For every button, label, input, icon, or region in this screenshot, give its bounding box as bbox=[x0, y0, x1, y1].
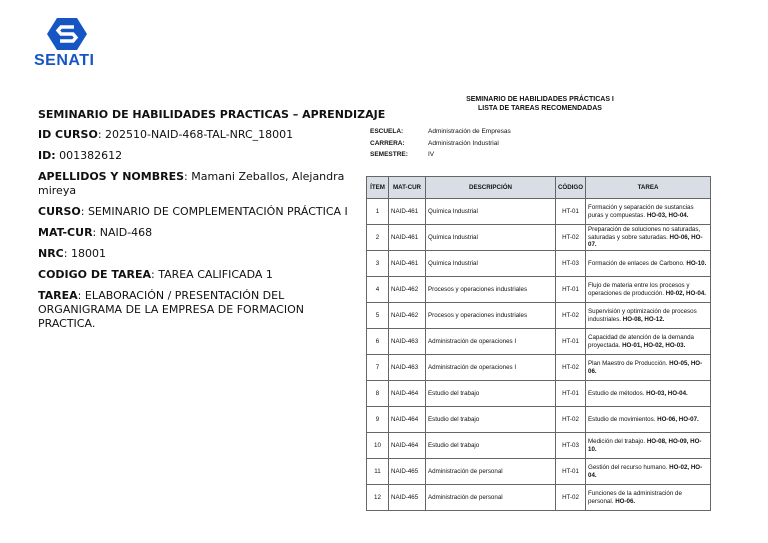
matcur-cell: NAID-463 bbox=[389, 355, 426, 381]
seminar-title: SEMINARIO DE HABILIDADES PRACTICAS – APRENDIZAJE bbox=[38, 108, 386, 121]
task-text: Supervisión y optimización de procesos industriales. bbox=[588, 307, 697, 323]
matcur-cell: NAID-465 bbox=[389, 459, 426, 485]
code-cell: HT-02 bbox=[556, 407, 586, 433]
task-cell bbox=[586, 303, 711, 329]
task-text: Estudio de movimientos. bbox=[588, 415, 658, 423]
description-cell: Administración de personal bbox=[426, 485, 556, 511]
table-row bbox=[367, 355, 711, 381]
task-codes: HO-06, HO-07. bbox=[588, 233, 703, 249]
task-codes: HO-08, HO-12. bbox=[622, 315, 665, 323]
item-cell: 9 bbox=[367, 407, 389, 433]
code-cell: HT-03 bbox=[556, 433, 586, 459]
description-cell: Estudio del trabajo bbox=[426, 433, 556, 459]
task-codes: HO-08, HO-09, HO-10. bbox=[588, 437, 702, 453]
code-cell: HT-01 bbox=[556, 199, 586, 225]
description-cell: Administración de operaciones I bbox=[426, 329, 556, 355]
item-cell: 10 bbox=[367, 433, 389, 459]
semestre-value: IV bbox=[428, 151, 435, 158]
code-cell: HT-02 bbox=[556, 355, 586, 381]
task-codes: HO-06. bbox=[615, 497, 636, 505]
task-text: Formación y separación de sustancias puras y compuestas. bbox=[588, 203, 694, 219]
carrera-label: CARRERA: bbox=[370, 139, 405, 147]
tarea-row: TAREA: ELABORACIÓN / PRESENTACIÓN DEL ORGANIGRAMA DE LA EMPRESA DE FORMACION PRACTICA. bbox=[38, 289, 304, 330]
table-row bbox=[367, 433, 711, 459]
code-cell: HT-02 bbox=[556, 485, 586, 511]
task-codes: HO-06, HO-07. bbox=[657, 415, 699, 423]
description-cell: Procesos y operaciones industriales bbox=[426, 277, 556, 303]
matcur-cell: NAID-461 bbox=[389, 199, 426, 225]
task-table bbox=[366, 176, 711, 511]
task-cell bbox=[586, 433, 711, 459]
task-text: Capacidad de atención de la demanda proyectada. bbox=[588, 333, 694, 349]
description-cell: Química Industrial bbox=[426, 225, 556, 251]
task-cell bbox=[586, 329, 711, 355]
code-cell: HT-01 bbox=[556, 329, 586, 355]
matcur-cell: NAID-462 bbox=[389, 277, 426, 303]
description-cell: Estudio del trabajo bbox=[426, 381, 556, 407]
matcur-cell: NAID-461 bbox=[389, 251, 426, 277]
task-cell bbox=[586, 485, 711, 511]
matcur-cell: NAID-464 bbox=[389, 407, 426, 433]
description-cell: Procesos y operaciones industriales bbox=[426, 303, 556, 329]
table-row bbox=[367, 225, 711, 251]
escuela-label: ESCUELA: bbox=[370, 128, 404, 135]
item-cell: 7 bbox=[367, 355, 389, 381]
item-cell: 1 bbox=[367, 199, 389, 225]
table-row bbox=[367, 485, 711, 511]
task-codes: HO-03, HO-04. bbox=[646, 389, 688, 397]
header-codigo: CÓDIGO bbox=[556, 177, 586, 199]
matcur-cell: NAID-464 bbox=[389, 381, 426, 407]
item-cell: 4 bbox=[367, 277, 389, 303]
task-cell bbox=[586, 277, 711, 303]
code-cell: HT-01 bbox=[556, 277, 586, 303]
table-row bbox=[367, 329, 711, 355]
header-descripcion: DESCRIPCIÓN bbox=[426, 177, 556, 199]
item-cell: 3 bbox=[367, 251, 389, 277]
task-text: Medición del trabajo. bbox=[588, 437, 647, 445]
task-cell bbox=[586, 251, 711, 277]
item-cell: 11 bbox=[367, 459, 389, 485]
matcur-cell: NAID-463 bbox=[389, 329, 426, 355]
header-tarea: TAREA bbox=[586, 177, 711, 199]
matcur-cell: NAID-462 bbox=[389, 303, 426, 329]
task-cell bbox=[586, 199, 711, 225]
matcur-cell: NAID-461 bbox=[389, 225, 426, 251]
task-cell bbox=[586, 225, 711, 251]
matcur-cell: NAID-464 bbox=[389, 433, 426, 459]
task-text: Gestión del recurso humano. bbox=[588, 463, 670, 471]
task-list-header bbox=[368, 95, 712, 113]
task-text: Preparación de soluciones no saturadas, saturadas y sobre saturadas. bbox=[588, 226, 701, 241]
carrera-value: Administración Industrial bbox=[428, 139, 499, 147]
task-cell bbox=[586, 407, 711, 433]
description-cell: Estudio del trabajo bbox=[426, 407, 556, 433]
code-cell: HT-03 bbox=[556, 251, 586, 277]
matcur-cell: NAID-465 bbox=[389, 485, 426, 511]
description-cell: Química Industrial bbox=[426, 251, 556, 277]
nrc-row: NRC: 18001 bbox=[38, 247, 106, 260]
id-row: ID: 001382612 bbox=[38, 149, 123, 162]
description-cell: Química Industrial bbox=[426, 199, 556, 225]
task-text: Formación de enlaces de Carbono. bbox=[588, 259, 687, 267]
table-row bbox=[367, 199, 711, 225]
task-text: Funciones de la administración de personal. bbox=[588, 489, 682, 505]
task-text: Flujo de materia entre los procesos y operaciones de producción. bbox=[588, 281, 690, 297]
header-matcur: MAT-CUR bbox=[389, 177, 426, 199]
nombres-row: APELLIDOS Y NOMBRES: Mamani Zeballos, Alejandra mireya bbox=[38, 170, 345, 197]
codigo-row: CODIGO DE TAREA: TAREA CALIFICADA 1 bbox=[38, 268, 273, 281]
description-cell: Administración de personal bbox=[426, 459, 556, 485]
code-cell: HT-01 bbox=[556, 381, 586, 407]
description-cell: Administración de operaciones I bbox=[426, 355, 556, 381]
table-row bbox=[367, 407, 711, 433]
task-cell bbox=[586, 459, 711, 485]
task-codes: HO-05, HO-06. bbox=[588, 359, 703, 375]
task-text: Plan Maestro de Producción. bbox=[588, 359, 670, 367]
task-table-header bbox=[367, 177, 711, 199]
task-cell bbox=[586, 381, 711, 407]
item-cell: 2 bbox=[367, 225, 389, 251]
task-codes: HO-02, HO-04. bbox=[588, 463, 703, 479]
code-cell: HT-02 bbox=[556, 303, 586, 329]
escuela-value: Administración de Empresas bbox=[428, 128, 511, 135]
logo-text: SENATI bbox=[34, 52, 95, 69]
table-row bbox=[367, 251, 711, 277]
table-row bbox=[367, 303, 711, 329]
matcur-row: MAT-CUR: NAID-468 bbox=[38, 226, 153, 239]
task-codes: HO-03, HO-04. bbox=[646, 211, 689, 219]
task-codes: HO-01, HO-02, HO-03. bbox=[622, 341, 686, 349]
senati-logo bbox=[34, 18, 104, 70]
table-row bbox=[367, 459, 711, 485]
header-item: ÍTEM bbox=[367, 177, 389, 199]
item-cell: 12 bbox=[367, 485, 389, 511]
task-codes: H0-02, HO-04. bbox=[665, 289, 706, 297]
item-cell: 6 bbox=[367, 329, 389, 355]
task-text: Estudio de métodos. bbox=[588, 389, 647, 397]
curso-row: CURSO: SEMINARIO DE COMPLEMENTACIÓN PRÁCTICA I bbox=[38, 205, 348, 218]
task-cell bbox=[586, 355, 711, 381]
table-row bbox=[367, 277, 711, 303]
item-cell: 5 bbox=[367, 303, 389, 329]
task-list-title: SEMINARIO DE HABILIDADES PRÁCTICAS I bbox=[466, 96, 614, 103]
table-row bbox=[367, 381, 711, 407]
code-cell: HT-01 bbox=[556, 459, 586, 485]
task-list-subtitle: LISTA DE TAREAS RECOMENDADAS bbox=[478, 105, 602, 112]
senati-emblem-icon bbox=[47, 18, 87, 50]
semestre-label: SEMESTRE: bbox=[370, 151, 408, 158]
item-cell: 8 bbox=[367, 381, 389, 407]
code-cell: HT-02 bbox=[556, 225, 586, 251]
id-curso-row: ID CURSO: 202510-NAID-468-TAL-NRC_18001 bbox=[38, 128, 294, 141]
task-codes: HO-10. bbox=[686, 259, 707, 267]
